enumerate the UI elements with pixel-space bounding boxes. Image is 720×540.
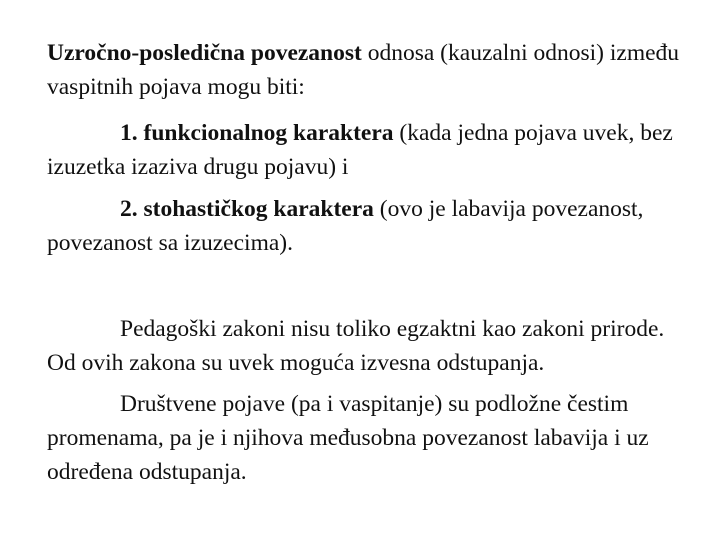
pedagogical-laws-paragraph: Pedagoški zakoni nisu toliko egzaktni kao zakoni prirode. Od ovih zakona su uvek moguća izvesna odstupanja. bbox=[47, 316, 665, 376]
social-phenomena-paragraph: Društvene pojave (pa i vaspitanje) su podložne čestim promenama, pa je i njihova međusobna povezanost labavija i uz određena odstupanja. bbox=[47, 391, 649, 485]
item-stochastic bbox=[47, 192, 687, 260]
item-stochastic-text: (ovo je labavija povezanost, povezanost sa izuzecima). bbox=[47, 196, 644, 256]
intro-paragraph bbox=[47, 36, 687, 104]
item-functional-text: (kada jedna pojava uvek, bez izuzetka izaziva drugu pojavu) i bbox=[47, 120, 673, 180]
intro-bold-term: Uzročno-posledična povezanost bbox=[47, 40, 362, 66]
intro-text: odnosa (kauzalni odnosi) između vaspitnih pojava mogu biti: bbox=[47, 40, 680, 100]
item-functional-term: 1. funkcionalnog karaktera bbox=[120, 120, 394, 146]
item-functional bbox=[47, 116, 687, 184]
slide-content bbox=[47, 36, 687, 489]
item-stochastic-term: 2. stohastičkog karaktera bbox=[120, 196, 374, 222]
